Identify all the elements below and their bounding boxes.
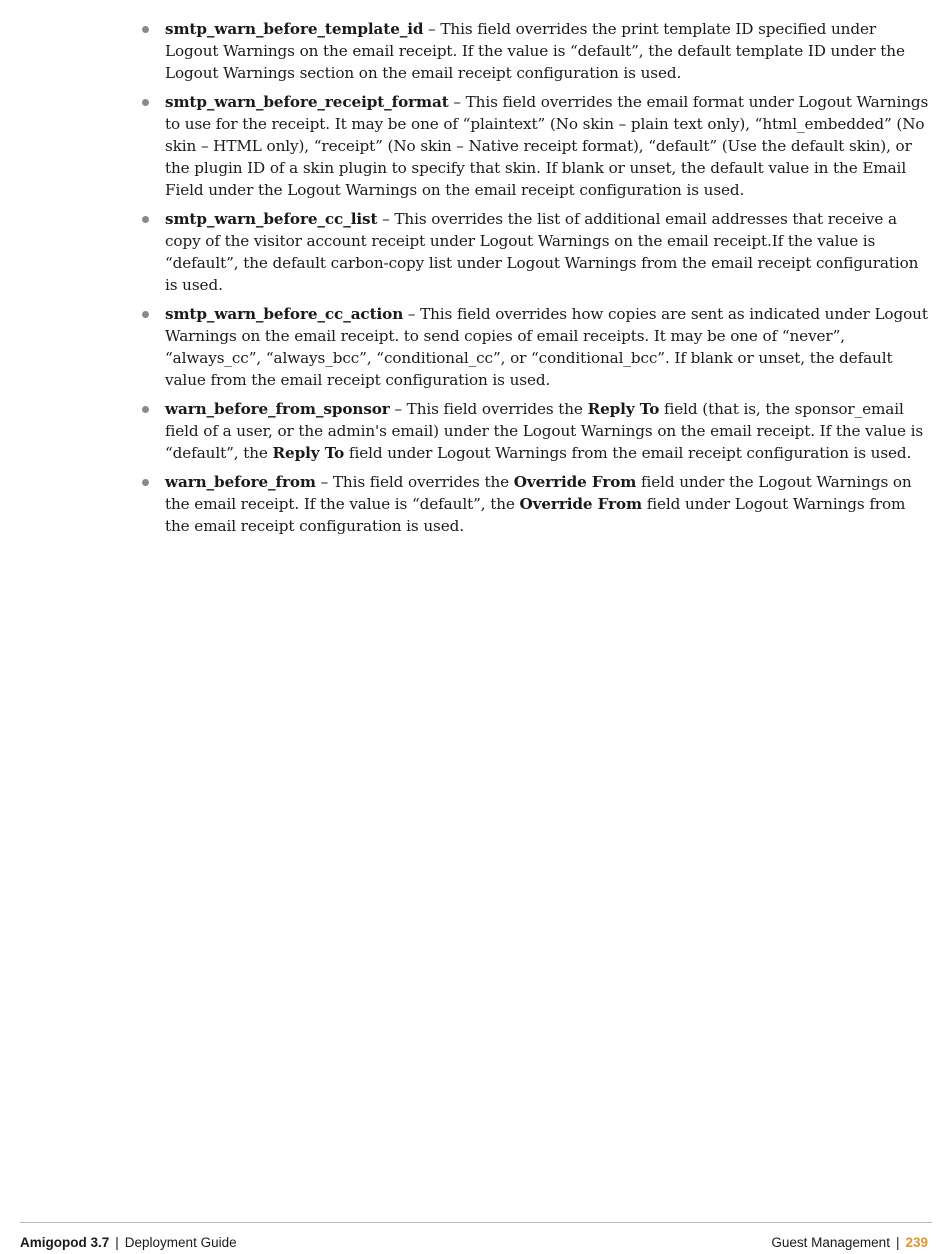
field-definition-list [140,18,930,537]
ui-field-reference: Reply To [272,444,345,462]
bullet-icon [142,99,149,106]
ui-field-reference: Reply To [587,400,660,418]
footer-product-name: Amigopod 3.7 [20,1234,110,1250]
list-item [140,208,930,296]
description-text: field under Logout Warnings from the email receipt configuration is used. [165,495,906,535]
document-body [140,18,930,544]
description-text: field under Logout Warnings from the email receipt configuration is used. [344,444,912,462]
bullet-icon [142,479,149,486]
footer-left [20,1235,237,1250]
description-text: – This overrides the list of additional email addresses that receive a copy of the visitor account receipt under Logout Warnings on the email receipt.If the value is “default”, the default carbon-copy list under Logout Warnings from the email receipt configuration is used. [165,210,919,294]
field-name: warn_before_from [165,473,316,491]
footer-section-name: Guest Management [771,1234,890,1250]
footer-right [771,1235,928,1250]
page-number: 239 [905,1234,928,1250]
description-text: – This field overrides the print template ID specified under Logout Warnings on the email receipt. If the value is “default”, the default template ID under the Logout Warnings section on the email receipt configuration is used. [165,20,905,82]
description-text: – This field overrides how copies are sent as indicated under Logout Warnings on the email receipt. to send copies of email receipts. It may be one of “never”, “always_cc”, “always_bcc”, “conditional_cc”, or “conditional_bcc”. If blank or unset, the default value from the email receipt configuration is used. [165,305,928,389]
field-name: smtp_warn_before_cc_list [165,210,378,228]
list-item [140,398,930,464]
bullet-icon [142,216,149,223]
description-text: field (that is, the sponsor_email field of a user, or the admin's email) under the Logout Warnings on the email receipt. If the value is “default”, the [165,400,924,462]
description-text: field under the Logout Warnings on the email receipt. If the value is “default”, the [165,473,912,513]
ui-field-reference: Override From [519,495,642,513]
list-item [140,303,930,391]
list-item [140,471,930,537]
field-name: smtp_warn_before_template_id [165,20,424,38]
description-text: – This field overrides the email format under Logout Warnings to use for the receipt. It may be one of “plaintext” (No skin – plain text only), “html_embedded” (No skin – HTML only), “receipt” (No skin – Native receipt format), “default” (Use the default skin), or the plugin ID of a skin plugin to specify that skin. If blank or unset, the default value in the Email Field under the Logout Warnings on the email receipt configuration is used. [165,93,929,199]
footer-doc-title: Deployment Guide [124,1234,237,1250]
footer-separator: | [895,1234,900,1250]
field-name: smtp_warn_before_receipt_format [165,93,449,111]
ui-field-reference: Override From [513,473,637,491]
footer-divider [20,1222,932,1223]
description-text: – This field overrides the [315,473,514,491]
field-name: warn_before_from_sponsor [165,400,390,418]
description-text: – This field overrides the [389,400,588,418]
bullet-icon [142,406,149,413]
bullet-icon [142,311,149,318]
list-item [140,91,930,201]
page-footer [20,1232,928,1252]
bullet-icon [142,26,149,33]
list-item [140,18,930,84]
field-name: smtp_warn_before_cc_action [165,305,404,323]
footer-separator: | [115,1234,119,1250]
